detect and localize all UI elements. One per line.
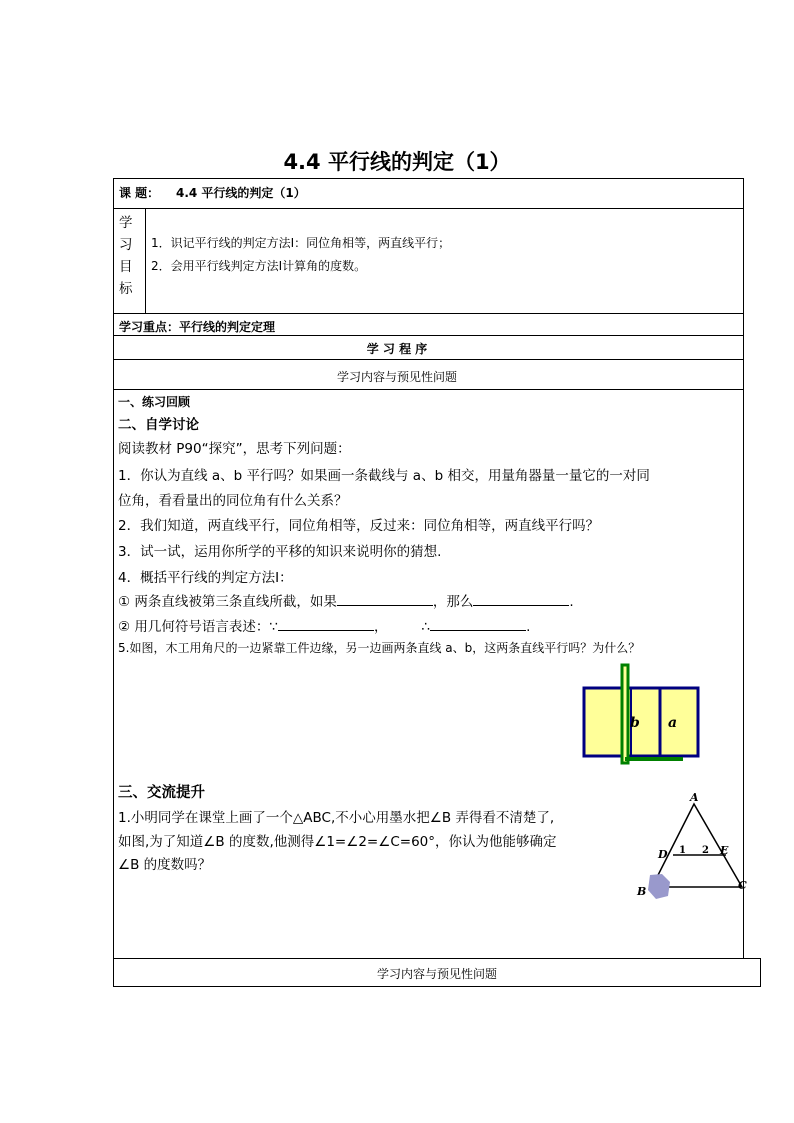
ruler-bottom <box>625 757 683 761</box>
question-4-item-1 <box>118 590 574 610</box>
row-divider <box>113 359 744 360</box>
answer-blank[interactable] <box>430 618 526 631</box>
q4-2-prefix: ② 用几何符号语言表述：∵ <box>118 619 278 635</box>
point-d: D <box>658 848 668 861</box>
page-title: 4.4 平行线的判定（1） <box>283 150 511 174</box>
course-value: 4.4 平行线的判定（1） <box>176 186 306 200</box>
carpenter-square-figure <box>580 660 705 765</box>
focus-text: 学习重点：平行线的判定定理 <box>119 320 276 334</box>
question-1b: 位角，看看量出的同位角有什么关系？ <box>118 493 348 509</box>
q4-1-middle: ，那么 <box>432 594 474 610</box>
goals-label-divider <box>145 208 146 314</box>
answer-blank[interactable] <box>278 618 374 631</box>
point-e: E <box>720 844 729 857</box>
triangle-figure <box>632 788 752 903</box>
intro-text: 阅读教材 P90“探究”，思考下列问题： <box>118 441 351 457</box>
procedure-heading: 学 习 程 序 <box>366 342 428 356</box>
vertex-c: C <box>738 879 747 892</box>
label-a: a <box>668 715 678 731</box>
question-4-item-2 <box>118 615 530 635</box>
problem-1b: 如图,为了知道∠B 的度数,他测得∠1=∠2=∠C=60°，你认为他能够确定 <box>118 834 557 850</box>
question-2: 2．我们知道，两直线平行，同位角相等，反过来：同位角相等，两直线平行吗？ <box>118 518 600 534</box>
row-divider <box>113 313 744 314</box>
angle-2: 2 <box>702 845 709 856</box>
section-1-heading: 一、练习回顾 <box>118 395 191 409</box>
row-divider <box>113 208 744 209</box>
q4-2-comma: ， <box>373 619 388 635</box>
vertex-a: A <box>690 791 699 804</box>
q4-2-therefore: ∴ <box>421 619 431 635</box>
q4-1-prefix: ① 两条直线被第三条直线所截，如果 <box>118 594 337 610</box>
triangle-abc <box>652 804 742 887</box>
ruler-vertical <box>622 665 628 763</box>
section-header: 学习内容与预见性问题 <box>336 370 457 384</box>
row-divider <box>113 389 744 390</box>
row-divider <box>113 335 744 336</box>
course-label: 课 题： <box>119 186 160 200</box>
section-3-heading: 三、交流提升 <box>118 785 205 801</box>
goal-item-2: 2．会用平行线判定方法Ⅰ计算角的度数。 <box>151 259 367 273</box>
question-4: 4．概括平行线的判定方法Ⅰ： <box>118 570 293 586</box>
footer-header: 学习内容与预见性问题 <box>376 967 497 981</box>
goals-label: 学 习 目 标 <box>119 215 133 297</box>
q4-2-suffix: . <box>526 619 531 635</box>
answer-blank[interactable] <box>337 593 433 606</box>
question-3: 3．试一试，运用你所学的平移的知识来说明你的猜想. <box>118 544 442 560</box>
angle-1: 1 <box>679 845 686 856</box>
workpiece-panel <box>584 688 698 756</box>
q4-1-suffix: . <box>569 594 574 610</box>
goal-item-1: 1．识记平行线的判定方法Ⅰ：同位角相等，两直线平行； <box>151 236 451 250</box>
question-1a: 1．你认为直线 a、b 平行吗？如果画一条截线与 a、b 相交，用量角器量一量它的一对同 <box>118 468 650 484</box>
ink-blot <box>648 874 670 899</box>
problem-1a: 1.小明同学在课堂上画了一个△ABC,不小心用墨水把∠B 弄得看不清楚了, <box>118 810 555 826</box>
problem-1c: ∠B 的度数吗？ <box>118 857 212 873</box>
answer-blank[interactable] <box>473 593 569 606</box>
label-b: b <box>630 715 640 731</box>
question-5: 5.如图，木工用角尺的一边紧靠工件边缘，另一边画两条直线 a、b，这两条直线平行吗？为什么？ <box>118 641 641 655</box>
vertex-b: B <box>637 885 647 898</box>
section-2-heading: 二、自学讨论 <box>118 417 199 433</box>
